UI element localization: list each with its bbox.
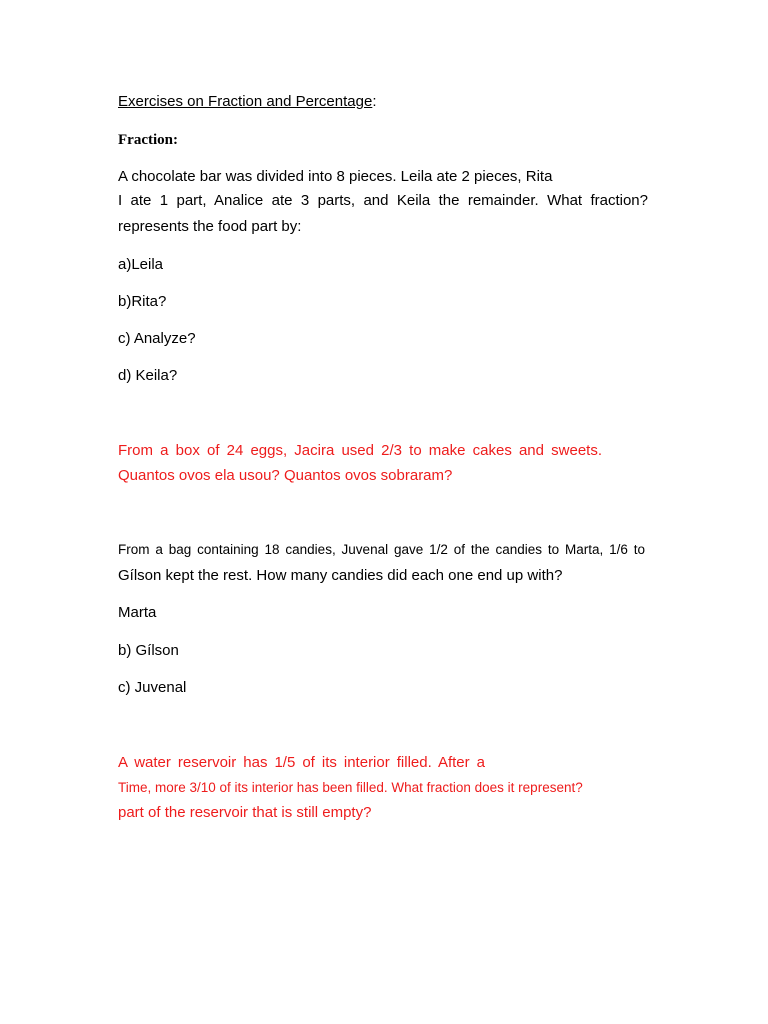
title-colon: : [372, 93, 377, 110]
q3-line-1: From a bag containing 18 candies, Juvenal gave 1/2 of the candies to Marta, 1/6 to [118, 542, 645, 557]
section-heading: Fraction: [118, 132, 178, 148]
q1-option-a: a)Leila [118, 256, 164, 273]
q2-line-1: From a box of 24 eggs, Jacira used 2/3 to make cakes and sweets. [118, 442, 602, 459]
q1-option-d: d) Keila? [118, 367, 178, 384]
q1-option-b: b)Rita? [118, 293, 167, 310]
q1-line-3: represents the food part by: [118, 218, 302, 235]
q2-line-2: Quantos ovos ela usou? Quantos ovos sobraram? [118, 467, 453, 484]
document-title [118, 93, 376, 111]
q3-option-b: b) Gílson [118, 642, 179, 659]
q3-line-2: Gílson kept the rest. How many candies did each one end up with? [118, 567, 563, 584]
q3-option-c: c) Juvenal [118, 679, 187, 696]
q1-option-c: c) Analyze? [118, 330, 196, 347]
title-text: Exercises on Fraction and Percentage [118, 93, 373, 110]
q3-option-a: Marta [118, 604, 157, 621]
q1-line-2: I ate 1 part, Analice ate 3 parts, and Keila the remainder. What fraction? [118, 192, 648, 209]
q1-line-1: A chocolate bar was divided into 8 pieces. Leila ate 2 pieces, Rita [118, 168, 553, 185]
q4-line-1: A water reservoir has 1/5 of its interior filled. After a [118, 754, 485, 771]
q4-line-3: part of the reservoir that is still empty? [118, 804, 372, 821]
q4-line-2: Time, more 3/10 of its interior has been filled. What fraction does it represent? [118, 780, 583, 795]
